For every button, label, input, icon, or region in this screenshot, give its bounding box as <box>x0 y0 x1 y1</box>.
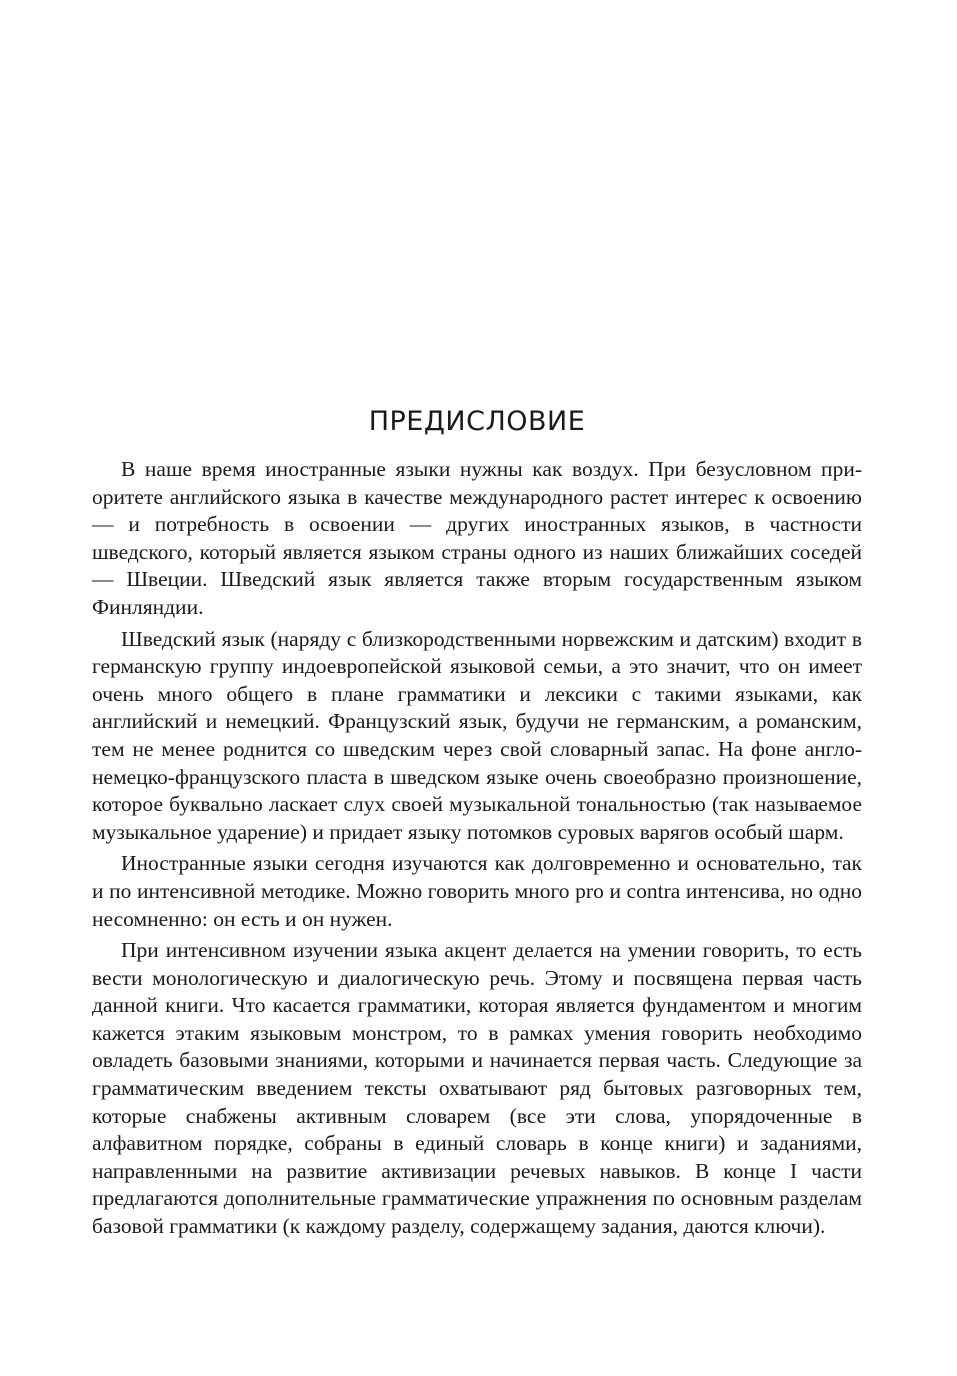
page-content <box>92 404 862 1245</box>
paragraph-2: Шведский язык (наряду с близкородственными норвежским и датским) входит в германскую группу индоевропейской языковой семьи, а это значит, что он имеет очень много общего в плане грамматики и лексики с такими языками, как английский и немецкий. Французский язык, будучи не германским, а романским, тем не менее роднится со шведским через свой словарный запас. На фоне англо-немецко-французского пласта в шведском языке очень своеобразно произношение, которое буквально ласкает слух своей музыкальной тональностью (так называемое музыкальное ударение) и придает языку потомков суровых варягов особый шарм. <box>92 626 862 844</box>
paragraph-3: Иностранные языки сегодня изучаются как долговременно и основательно, так и по интенсивной методике. Можно говорить много pro и contra интенсива, но одно несомненно: он есть и он нужен. <box>92 851 862 931</box>
page-title: ПРЕДИСЛОВИЕ <box>368 406 586 437</box>
paragraph-1: В наше время иностранные языки нужны как воздух. При безусловном приоритете английского языка в качестве международного растет интерес к освоению — и потребность в освоении — других иностранных языков, в частности шведского, который является языком страны одного из наших ближайших соседей — Швеции. Шведский язык является также вторым государственным языком Финляндии. <box>92 457 862 619</box>
paragraph-4: При интенсивном изучении языка акцент делается на умении говорить, то есть вести монологическую и диалогическую речь. Этому и посвящена первая часть данной книги. Что касается грамматики, которая является фундаментом и многим кажется этаким языковым монстром, то в рамках умения говорить необходимо овладеть базовыми знаниями, которыми и начинается первая часть. Следующие за грамматическим введением тексты охватывают ряд бытовых разговорных тем, которые снабжены активным словарем (все эти слова, упорядоченные в алфавитном порядке, собраны в единый словарь в конце книги) и заданиями, направленными на развитие активизации речевых навыков. В конце I части предлагаются дополнительные грамматические упражнения по основным разделам базовой грамматики (к каждому разделу, содержащему задания, даются ключи). <box>92 938 862 1239</box>
